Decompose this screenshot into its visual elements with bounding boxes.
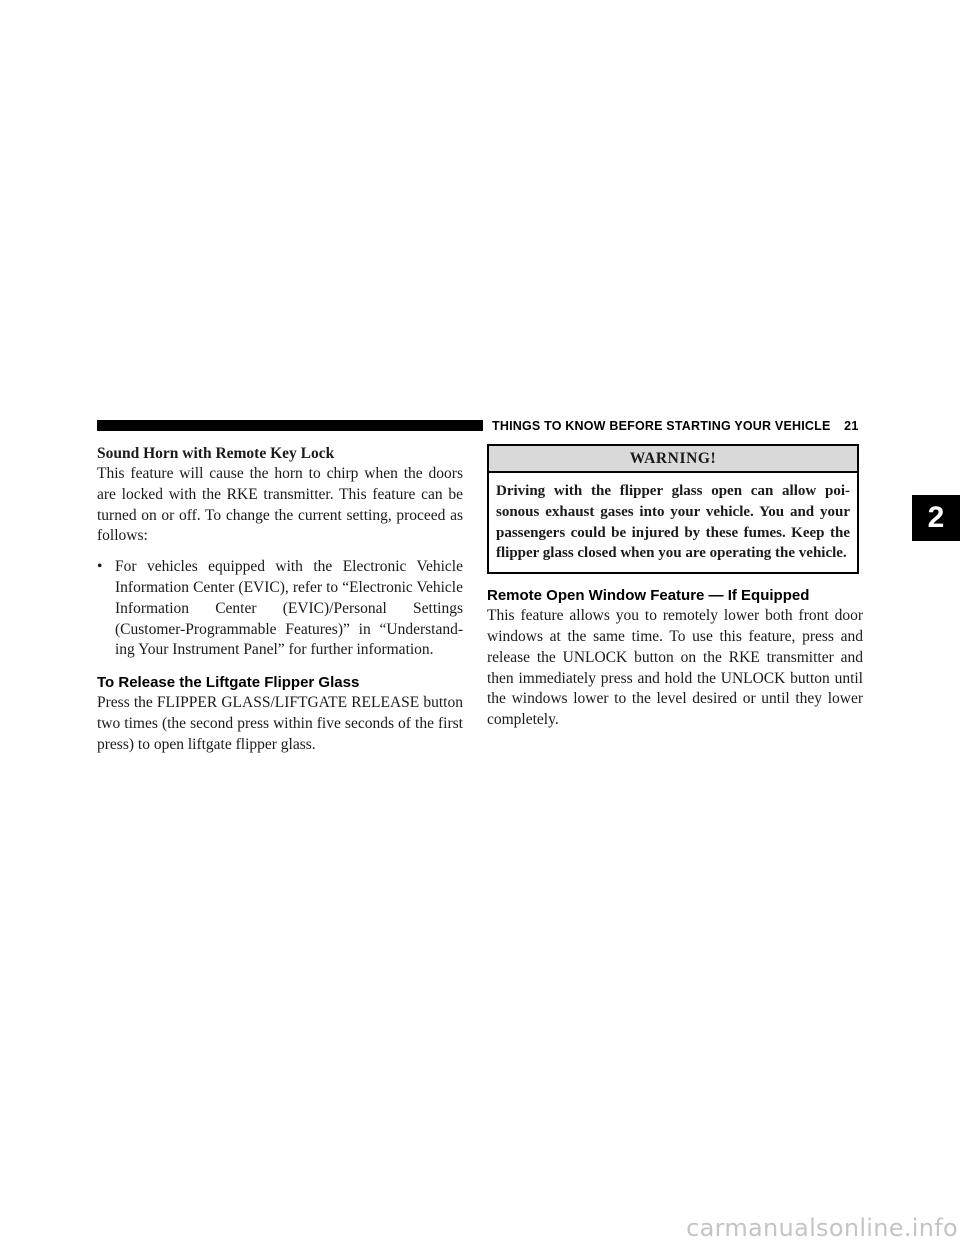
list-item — [97, 557, 463, 661]
paragraph-sound-horn: This feature will cause the horn to chirp when the doors are locked with the RKE transmitter. This feature can be turned on or off. To change the current setting, proceed as follows: — [97, 465, 463, 545]
left-column — [97, 444, 463, 756]
bullet-icon: • — [97, 558, 103, 576]
paragraph-remote-open-window: This feature allows you to remotely lower both front door windows at the same time. To use this feature, press and release the UNLOCK button on the RKE transmitter and then immediately press and hold the UNLOCK button until the windows lower to the level desired or until they lower completely. — [487, 607, 863, 729]
watermark: carmanualsonline.info — [686, 1214, 958, 1242]
warning-title: WARNING! — [489, 446, 857, 473]
chapter-tab: 2 — [912, 495, 960, 541]
section-title: THINGS TO KNOW BEFORE STARTING YOUR VEHICLE — [492, 419, 831, 433]
heading-sound-horn: Sound Horn with Remote Key Lock — [97, 445, 335, 462]
warning-box — [487, 444, 859, 574]
running-header — [492, 419, 858, 433]
header-rule — [97, 420, 483, 431]
bullet-text-evic: For vehicles equipped with the Electronic Vehicle Information Center (EVIC), refer to “Electronic Vehicle Information Center (EVIC)/Personal Settings (Customer-Programmable Features)” in “Understand-ing Your Instrument Panel” for further information. — [115, 558, 463, 659]
warning-text: Driving with the flipper glass open can allow poi-sonous exhaust gases into your vehicle. You and your passengers could be injured by these fumes. Keep the flipper glass closed when you are operating the vehicle. — [496, 483, 850, 562]
paragraph-liftgate-flipper: Press the FLIPPER GLASS/LIFTGATE RELEASE button two times (the second press within five seconds of the first press) to open liftgate flipper glass. — [97, 694, 463, 753]
heading-liftgate-flipper: To Release the Liftgate Flipper Glass — [97, 674, 360, 692]
heading-remote-open-window: Remote Open Window Feature — If Equipped — [487, 587, 810, 605]
right-column — [487, 444, 863, 731]
page-number: 21 — [844, 419, 859, 433]
